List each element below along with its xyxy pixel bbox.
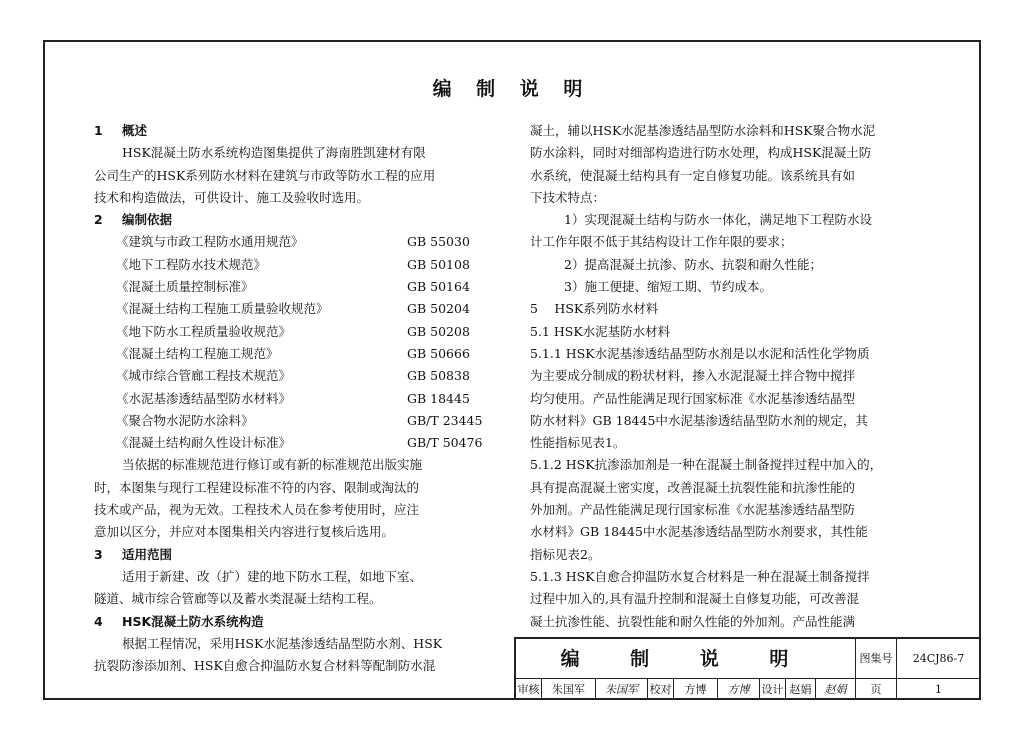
standard-code: GB 50666 bbox=[407, 345, 470, 361]
text-line: 均匀使用。产品性能满足现行国家标准《水泥基渗透结晶型 bbox=[530, 390, 856, 406]
standard-name: 《混凝土结构耐久性设计标准》 bbox=[116, 435, 292, 451]
standard-name: 《水泥基渗透结晶型防水材料》 bbox=[116, 390, 292, 406]
standard-reference bbox=[94, 432, 502, 454]
standard-code: GB/T 50476 bbox=[407, 435, 483, 451]
right-column bbox=[530, 120, 948, 633]
standard-code: GB 50838 bbox=[407, 368, 470, 384]
section-title: 适用范围 bbox=[122, 546, 173, 562]
page-number: 1 bbox=[897, 679, 981, 700]
reviewer-signature: 朱国军 bbox=[596, 679, 648, 700]
section-heading bbox=[94, 611, 502, 633]
review-label: 审核 bbox=[516, 679, 542, 700]
standard-code: GB 50164 bbox=[407, 279, 470, 295]
text-line: 抗裂防渗添加剂、HSK自愈合抑温防水复合材料等配制防水混 bbox=[94, 658, 436, 674]
page-label: 页 bbox=[856, 679, 897, 700]
text-line: 1）实现混凝土结构与防水一体化，满足地下工程防水设 bbox=[564, 212, 872, 228]
standard-name: 《城市综合管廊工程技术规范》 bbox=[116, 368, 292, 384]
section-number: 3 bbox=[94, 546, 103, 562]
standard-code: GB/T 23445 bbox=[407, 412, 483, 428]
text-line: 5.1.2 HSK抗渗添加剂是一种在混凝土制备搅拌过程中加入的， bbox=[530, 457, 883, 473]
title-block-name: 编 制 说 明 bbox=[516, 639, 856, 679]
atlas-number-label: 图集号 bbox=[856, 639, 897, 679]
text-line: 水材料》GB 18445中水泥基渗透结晶型防水剂要求，其性能 bbox=[530, 524, 868, 540]
left-column bbox=[94, 120, 502, 677]
section-number: 1 bbox=[94, 123, 103, 138]
reviewer-name: 朱国军 bbox=[542, 679, 596, 700]
text-line: 计工作年限不低于其结构设计工作年限的要求； bbox=[530, 234, 793, 250]
text-line: 5.1.3 HSK自愈合抑温防水复合材料是一种在混凝土制备搅拌 bbox=[530, 568, 870, 584]
text-line: 具有提高混凝土密实度，改善混凝土抗裂性能和抗渗性能的 bbox=[530, 479, 856, 495]
atlas-number: 24CJ86-7 bbox=[897, 639, 981, 679]
section-number: 4 bbox=[94, 613, 103, 629]
section-title: HSK混凝土防水系统构造 bbox=[122, 613, 264, 629]
text-line: 适用于新建、改（扩）建的地下防水工程，如地下室、 bbox=[122, 568, 423, 584]
standard-reference bbox=[94, 298, 502, 320]
standard-reference bbox=[94, 343, 502, 365]
standard-reference bbox=[94, 276, 502, 298]
designer-name: 赵娟 bbox=[786, 679, 816, 700]
page-title: 编 制 说 明 bbox=[432, 78, 592, 100]
text-line: 水系统，使混凝土结构具有一定自修复功能。该系统具有如 bbox=[530, 167, 856, 183]
text-line: 防水涂料，同时对细部构造进行防水处理，构成HSK混凝土防 bbox=[530, 145, 872, 161]
text-line: 当依据的标准规范进行修订或有新的标准规范出版实施 bbox=[122, 457, 423, 473]
text-line: 时，本图集与现行工程建设标准不符的内容、限制或淘汰的 bbox=[94, 479, 420, 495]
checker-name: 方博 bbox=[674, 679, 718, 700]
designer-signature: 赵娟 bbox=[816, 679, 856, 700]
check-label: 校对 bbox=[648, 679, 674, 700]
text-line: 防水材料》GB 18445中水泥基渗透结晶型防水剂的规定，其 bbox=[530, 412, 868, 428]
section-title: 编制依据 bbox=[122, 212, 173, 228]
text-line: HSK混凝土防水系统构造图集提供了海南胜凯建材有限 bbox=[122, 145, 426, 161]
standard-code: GB 50108 bbox=[407, 256, 470, 272]
standard-name: 《混凝土结构工程施工规范》 bbox=[116, 345, 279, 361]
standard-reference bbox=[94, 388, 502, 410]
text-line: 性能指标见表1。 bbox=[530, 435, 626, 451]
section-title: 概述 bbox=[122, 123, 148, 138]
section-heading bbox=[94, 544, 502, 566]
design-label: 设计 bbox=[760, 679, 786, 700]
text-line: 5.1.1 HSK水泥基渗透结晶型防水剂是以水泥和活性化学物质 bbox=[530, 345, 870, 361]
section-heading bbox=[94, 120, 502, 142]
text-line: 5 HSK系列防水材料 bbox=[530, 301, 659, 317]
text-line: 下技术特点： bbox=[530, 189, 606, 205]
standard-reference bbox=[94, 410, 502, 432]
text-line: 3）施工便捷、缩短工期、节约成本。 bbox=[564, 279, 772, 295]
text-line: 凝土，辅以HSK水泥基渗透结晶型防水涂料和HSK聚合物水泥 bbox=[530, 123, 876, 138]
standard-code: GB 50208 bbox=[407, 323, 470, 339]
standard-reference bbox=[94, 254, 502, 276]
text-line: 指标见表2。 bbox=[530, 546, 601, 562]
standard-name: 《地下工程防水技术规范》 bbox=[116, 256, 267, 272]
title-block bbox=[514, 637, 981, 700]
standard-code: GB 18445 bbox=[407, 390, 470, 406]
text-line: 隧道、城市综合管廊等以及蓄水类混凝土结构工程。 bbox=[94, 591, 382, 607]
standard-code: GB 50204 bbox=[407, 301, 470, 317]
text-line: 5.1 HSK水泥基防水材料 bbox=[530, 323, 671, 339]
text-line: 凝土抗渗性能、抗裂性能和耐久性能的外加剂。产品性能满 bbox=[530, 613, 856, 629]
standard-code: GB 55030 bbox=[407, 234, 470, 250]
standard-name: 《地下防水工程质量验收规范》 bbox=[116, 323, 292, 339]
text-line: 为主要成分制成的粉状材料，掺入水泥混凝土拌合物中搅拌 bbox=[530, 368, 856, 384]
section-heading bbox=[94, 209, 502, 231]
text-line: 意加以区分，并应对本图集相关内容进行复核后选用。 bbox=[94, 524, 395, 540]
standard-name: 《混凝土质量控制标准》 bbox=[116, 279, 254, 295]
standard-reference bbox=[94, 231, 502, 253]
standard-reference bbox=[94, 365, 502, 387]
text-line: 技术或产品，视为无效。工程技术人员在参考使用时，应注 bbox=[94, 502, 420, 518]
checker-signature: 方博 bbox=[718, 679, 760, 700]
text-line: 技术和构造做法，可供设计、施工及验收时选用。 bbox=[94, 189, 370, 205]
standard-reference bbox=[94, 321, 502, 343]
standard-name: 《聚合物水泥防水涂料》 bbox=[116, 412, 254, 428]
standard-name: 《建筑与市政工程防水通用规范》 bbox=[116, 234, 304, 250]
section-number: 2 bbox=[94, 212, 103, 228]
text-line: 2）提高混凝土抗渗、防水、抗裂和耐久性能； bbox=[564, 256, 822, 272]
text-line: 过程中加入的,具有温升控制和混凝土自修复功能，可改善混 bbox=[530, 591, 859, 607]
standard-name: 《混凝土结构工程施工质量验收规范》 bbox=[116, 301, 329, 317]
text-line: 公司生产的HSK系列防水材料在建筑与市政等防水工程的应用 bbox=[94, 167, 436, 183]
text-line: 外加剂。产品性能满足现行国家标准《水泥基渗透结晶型防 bbox=[530, 502, 856, 518]
text-line: 根据工程情况，采用HSK水泥基渗透结晶型防水剂、HSK bbox=[122, 635, 443, 651]
